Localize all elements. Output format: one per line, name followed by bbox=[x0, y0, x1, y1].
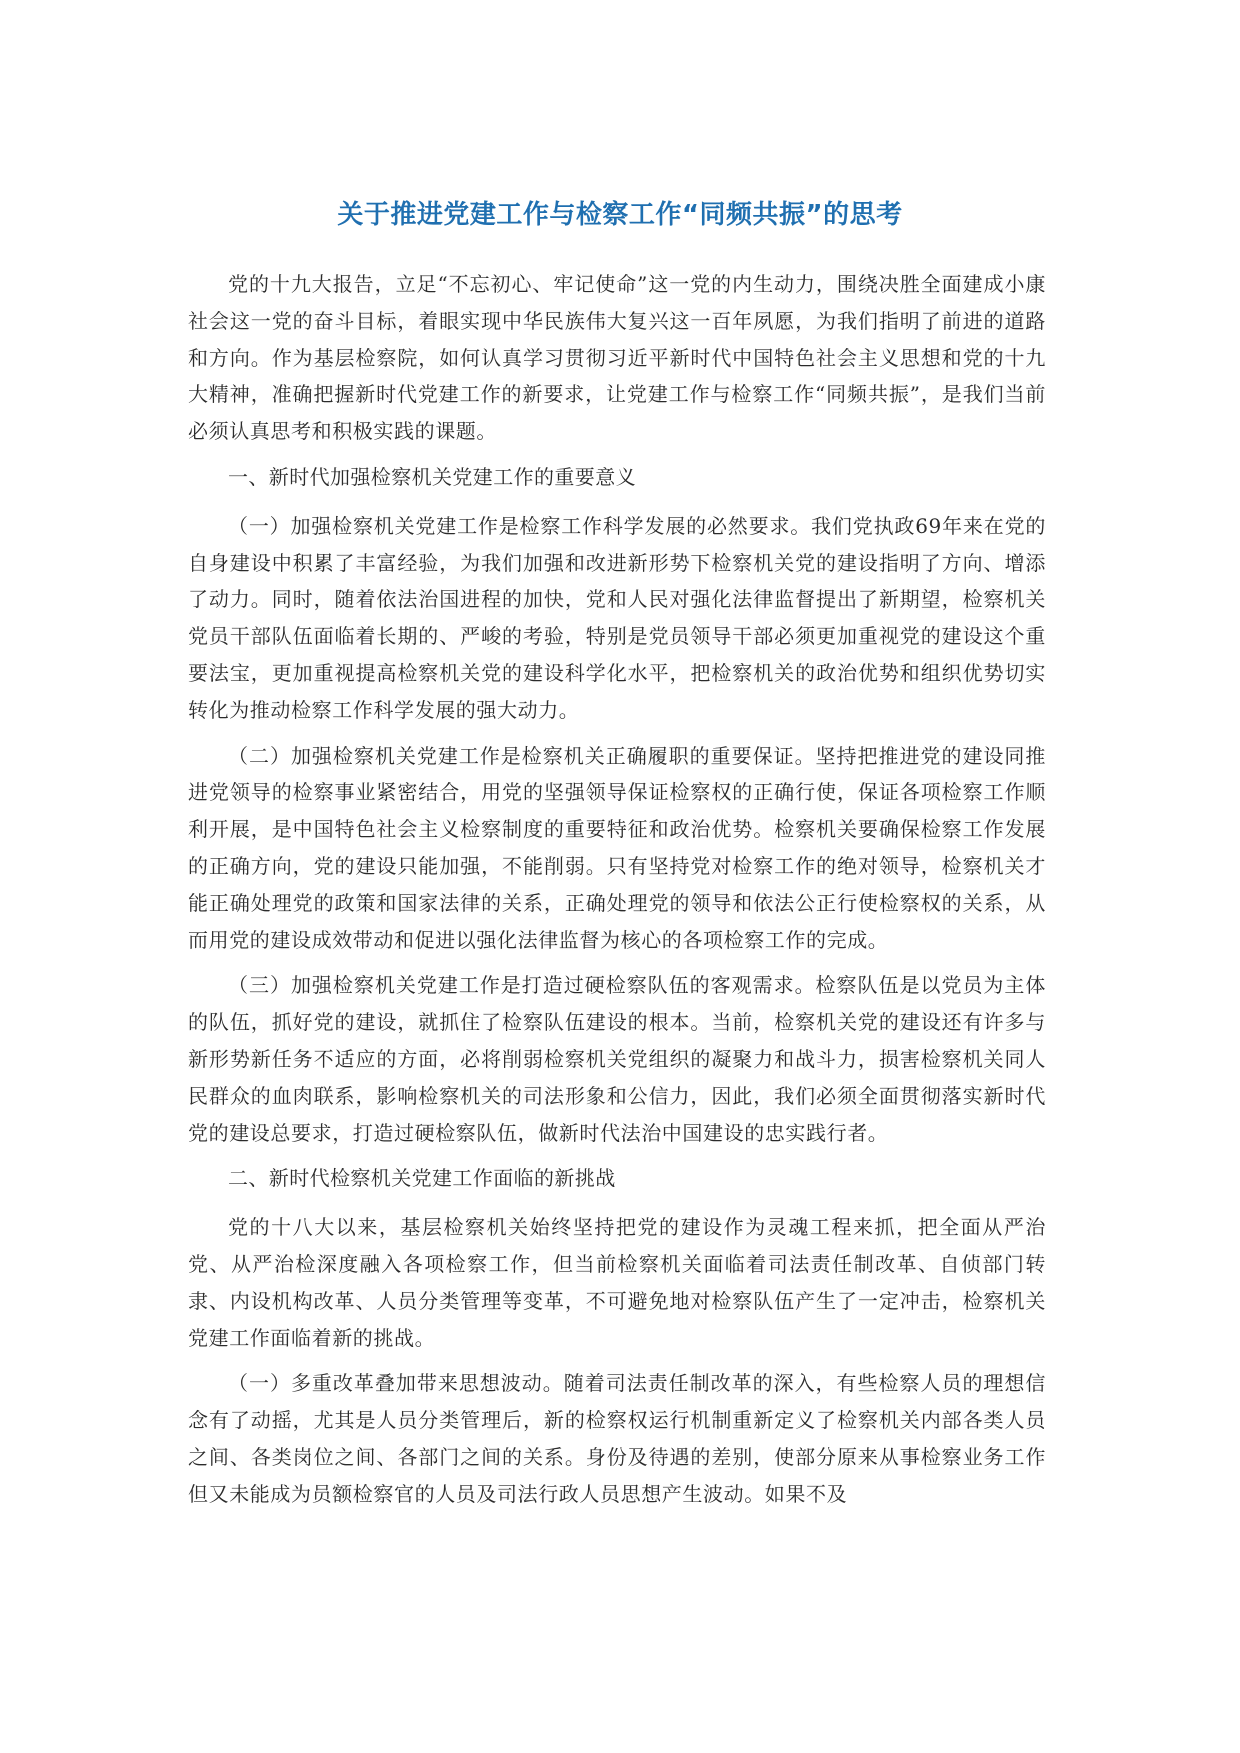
section1-paragraph-2: （二）加强检察机关党建工作是检察机关正确履职的重要保证。坚持把推进党的建设同推进党领导的检察事业紧密结合，用党的坚强领导保证检察权的正确行使，保证各项检察工作顺利开展，是中国特色社会主义检察制度的重要特征和政治优势。检察机关要确保检察工作发展的正确方向，党的建设只能加强，不能削弱。只有坚持党对检察工作的绝对领导，检察机关才能正确处理党的政策和国家法律的关系，正确处理党的领导和依法公正行使检察权的关系，从而用党的建设成效带动和促进以强化法律监督为核心的各项检察工作的完成。 bbox=[188, 743, 1046, 952]
document-title: 关于推进党建工作与检察工作“同频共振”的思考 bbox=[337, 200, 903, 230]
section1-paragraph-3: （三）加强检察机关党建工作是打造过硬检察队伍的客观需求。检察队伍是以党员为主体的队伍，抓好党的建设，就抓住了检察队伍建设的根本。当前，检察机关党的建设还有许多与新形势新任务不适应的方面，必将削弱检察机关党组织的凝聚力和战斗力，损害检察机关同人民群众的血肉联系，影响检察机关的司法形象和公信力，因此，我们必须全面贯彻落实新时代党的建设总要求，打造过硬检察队伍，做新时代法治中国建设的忠实践行者。 bbox=[188, 973, 1046, 1145]
document-body bbox=[188, 266, 1046, 1522]
section1-paragraph-1: （一）加强检察机关党建工作是检察工作科学发展的必然要求。我们党执政69年来在党的自身建设中积累了丰富经验，为我们加强和改进新形势下检察机关党的建设指明了方向、增添了动力。同时，随着依法治国进程的加快，党和人民对强化法律监督提出了新期望，检察机关党员干部队伍面临着长期的、严峻的考验，特别是党员领导干部必须更加重视党的建设这个重要法宝，更加重视提高检察机关党的建设科学化水平，把检察机关的政治优势和组织优势切实转化为推动检察工作科学发展的强大动力。 bbox=[188, 513, 1046, 722]
section-heading-2: 二、新时代检察机关党建工作面临的新挑战 bbox=[228, 1166, 616, 1191]
section-heading-1: 一、新时代加强检察机关党建工作的重要意义 bbox=[228, 464, 636, 489]
section2-paragraph-1: 党的十八大以来，基层检察机关始终坚持把党的建设作为灵魂工程来抓，把全面从严治党、从严治检深度融入各项检察工作，但当前检察机关面临着司法责任制改革、自侦部门转隶、内设机构改革、人员分类管理等变革，不可避免地对检察队伍产生了一定冲击，检察机关党建工作面临着新的挑战。 bbox=[188, 1215, 1046, 1350]
intro-paragraph: 党的十九大报告，立足“不忘初心、牢记使命”这一党的内生动力，围绕决胜全面建成小康社会这一党的奋斗目标，着眼实现中华民族伟大复兴这一百年夙愿，为我们指明了前进的道路和方向。作为基层检察院，如何认真学习贯彻习近平新时代中国特色社会主义思想和党的十九大精神，准确把握新时代党建工作的新要求，让党建工作与检察工作“同频共振”，是我们当前必须认真思考和积极实践的课题。 bbox=[188, 272, 1046, 444]
section2-paragraph-2: （一）多重改革叠加带来思想波动。随着司法责任制改革的深入，有些检察人员的理想信念有了动摇，尤其是人员分类管理后，新的检察权运行机制重新定义了检察机关内部各类人员之间、各类岗位之间、各部门之间的关系。身份及待遇的差别，使部分原来从事检察业务工作但又未能成为员额检察官的人员及司法行政人员思想产生波动。如果不及 bbox=[188, 1371, 1046, 1506]
